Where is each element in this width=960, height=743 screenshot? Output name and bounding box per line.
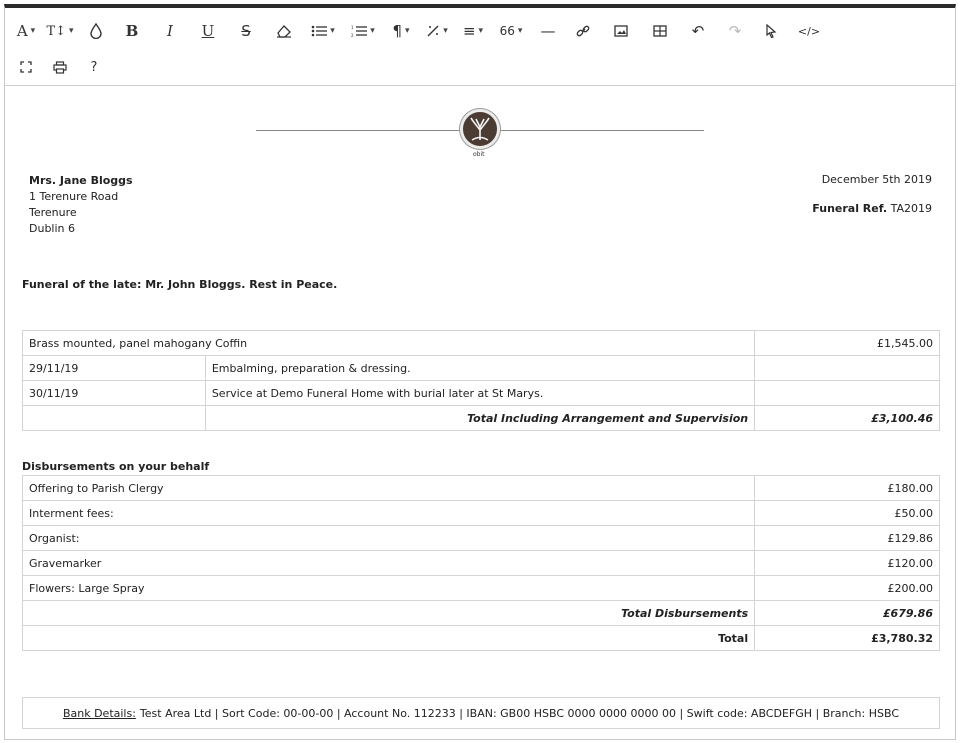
quote-button[interactable]: 66 ▾	[499, 24, 523, 38]
disbursement-label: Offering to Parish Clergy	[23, 476, 755, 501]
svg-text:1: 1	[351, 25, 354, 30]
address-line: Dublin 6	[29, 222, 76, 235]
disbursement-amount: £129.86	[755, 526, 940, 551]
color-icon[interactable]	[79, 17, 113, 45]
coffin-amount: £1,545.00	[755, 331, 940, 356]
service-amount	[755, 381, 940, 406]
service-date: 30/11/19	[23, 381, 206, 406]
table-row	[23, 331, 940, 356]
service-description: Embalming, preparation & dressing.	[205, 356, 754, 381]
disbursements-total-value: £679.86	[755, 601, 940, 626]
disbursements-heading: Disbursements on your behalf	[22, 460, 210, 473]
disbursements-table	[22, 475, 940, 651]
coffin-description: Brass mounted, panel mahogany Coffin	[23, 331, 755, 356]
recipient-address	[29, 173, 133, 237]
disbursements-total-label: Total Disbursements	[23, 601, 755, 626]
document-area[interactable]	[5, 86, 955, 740]
font-size-button[interactable]: T↕ ▾	[46, 23, 74, 39]
empty-cell	[23, 406, 206, 431]
image-button[interactable]	[601, 17, 641, 45]
grand-total-value: £3,780.32	[755, 626, 940, 651]
editor-toolbar	[5, 8, 955, 86]
disbursement-label: Organist:	[23, 526, 755, 551]
table-row	[23, 501, 940, 526]
service-amount	[755, 356, 940, 381]
align-button[interactable]: ≡ ▾	[462, 22, 484, 40]
recipient-name: Mrs. Jane Bloggs	[29, 174, 133, 187]
table-row	[23, 601, 940, 626]
table-row	[23, 356, 940, 381]
logo-text: obit	[473, 151, 485, 158]
services-table	[22, 330, 940, 431]
table-row	[23, 576, 940, 601]
date-block	[812, 173, 932, 215]
address-line: Terenure	[29, 206, 77, 219]
bulleted-list-button[interactable]: ▾	[303, 17, 343, 45]
magic-format-button[interactable]: ▾	[419, 17, 455, 45]
disbursement-amount: £120.00	[755, 551, 940, 576]
bank-details-label: Bank Details:	[62, 706, 136, 720]
disbursement-amount: £200.00	[755, 576, 940, 601]
horizontal-rule-button[interactable]: —	[540, 22, 556, 40]
disbursement-amount: £50.00	[755, 501, 940, 526]
numbered-list-button[interactable]: 1 2 ▾	[351, 25, 375, 37]
fullscreen-button[interactable]	[11, 53, 41, 81]
address-line: 1 Terenure Road	[29, 190, 119, 203]
grand-total-label: Total	[23, 626, 755, 651]
letter-date: December 5th 2019	[821, 173, 932, 186]
bold-button[interactable]: B	[125, 22, 139, 40]
disbursement-amount: £180.00	[755, 476, 940, 501]
eraser-button[interactable]	[265, 17, 303, 45]
disbursement-label: Gravemarker	[23, 551, 755, 576]
print-button[interactable]	[41, 53, 79, 81]
funeral-heading: Funeral of the late: Mr. John Bloggs. Rest in Peace.	[22, 278, 338, 291]
font-button[interactable]: A ▾	[16, 22, 36, 40]
table-row	[23, 381, 940, 406]
paragraph-button[interactable]: ¶ ▾	[392, 22, 410, 40]
table-row	[23, 476, 940, 501]
toolbar-row-2	[11, 52, 109, 82]
italic-button[interactable]: I	[167, 22, 173, 40]
select-button[interactable]	[753, 17, 789, 45]
help-button[interactable]: ?	[90, 59, 98, 75]
svg-text:2: 2	[351, 33, 354, 37]
tree-logo-icon	[460, 109, 500, 149]
bank-details-text: Test Area Ltd | Sort Code: 00-00-00 | Account No. 112233 | IBAN: GB00 HSBC 0000 0000 0000 00 | Swift code: ABCDEFGH | Branch: HSBC	[139, 706, 900, 720]
funeral-ref-label: Funeral Ref.	[812, 202, 888, 215]
toolbar-row-1	[11, 16, 829, 46]
table-row	[23, 626, 940, 651]
funeral-ref-value: TA2019	[890, 202, 932, 215]
bank-details	[22, 697, 940, 729]
source-code-button[interactable]: </>	[797, 24, 821, 38]
service-description: Service at Demo Funeral Home with burial later at St Marys.	[205, 381, 754, 406]
undo-button[interactable]: ↶	[691, 22, 705, 40]
funeral-ref	[812, 202, 932, 215]
strikethrough-button[interactable]: S	[241, 22, 251, 40]
link-button[interactable]	[565, 17, 601, 45]
arrangement-total-value: £3,100.46	[755, 406, 940, 431]
disbursement-label: Interment fees:	[23, 501, 755, 526]
disbursement-label: Flowers: Large Spray	[23, 576, 755, 601]
table-row	[23, 406, 940, 431]
editor-frame	[4, 4, 956, 740]
arrangement-total-label: Total Including Arrangement and Supervision	[205, 406, 754, 431]
logo-divider-left	[256, 130, 460, 131]
service-date: 29/11/19	[23, 356, 206, 381]
table-row	[23, 551, 940, 576]
table-row	[23, 526, 940, 551]
logo-divider-right	[500, 130, 704, 131]
table-button[interactable]	[641, 17, 679, 45]
underline-button[interactable]: U	[201, 22, 215, 40]
redo-button[interactable]: ↷	[728, 22, 742, 40]
